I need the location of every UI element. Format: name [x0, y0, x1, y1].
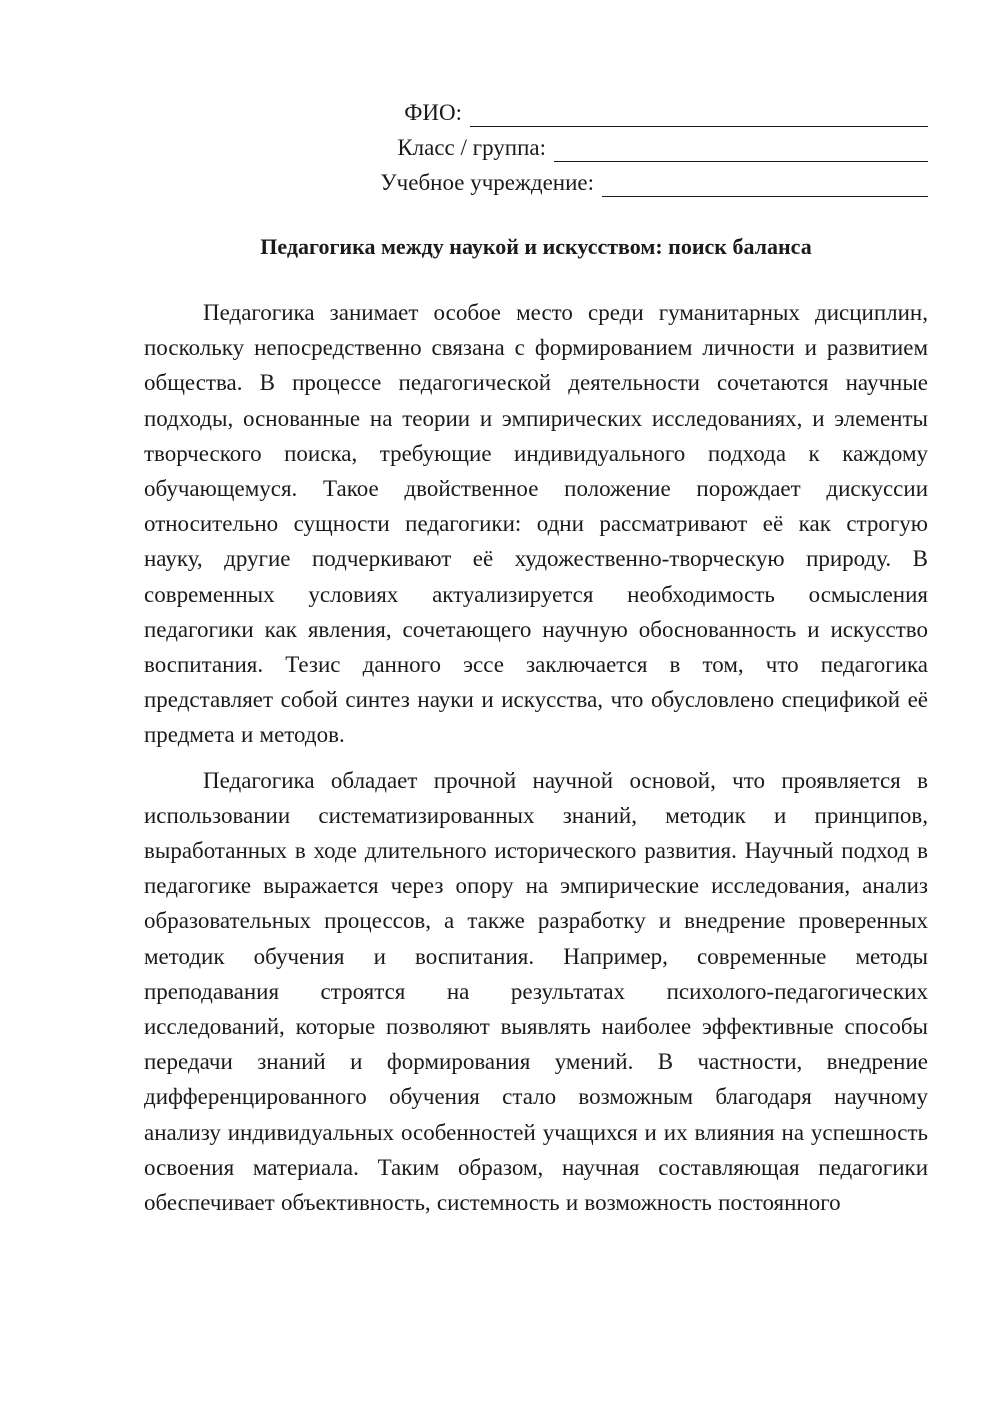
essay-title: Педагогика между наукой и искусством: поиск баланса: [260, 234, 812, 259]
essay-body: [144, 295, 928, 1230]
class-row: [288, 127, 928, 162]
paragraph-1: Педагогика занимает особое место среди гуманитарных дисциплин, поскольку непосредственно связана с формированием личности и развитием общества. В процессе педагогической деятельности сочетаются научные подходы, основанные на теории и эмпирических исследованиях, и элементы творческого поиска, требующие индивидуального подхода к каждому обучающемуся. Такое двойственное положение порождает дискуссии относительно сущности педагогики: одни рассматривают её как строгую науку, другие подчеркивают её художественно-творческую природу. В современных условиях актуализируется необходимость осмысления педагогики как явления, сочетающего научную обоснованность и искусство воспитания. Тезис данного эссе заключается в том, что педагогика представляет собой синтез науки и искусства, что обусловлено спецификой её предмета и методов.: [144, 300, 928, 748]
class-field[interactable]: [554, 135, 928, 162]
fio-row: [288, 92, 928, 127]
institution-row: [288, 162, 928, 197]
class-label: Класс / группа:: [397, 135, 546, 160]
paragraph-2: Педагогика обладает прочной научной основой, что проявляется в использовании систематизированных знаний, методик и принципов, выработанных в ходе длительного исторического развития. Научный подход в педагогике выражается через опору на эмпирические исследования, анализ образовательных процессов, а также разработку и внедрение проверенных методик обучения и воспитания. Например, современные методы преподавания строятся на результатах психолого-педагогических исследований, которые позволяют выявлять наиболее эффективные способы передачи знаний и формирования умений. В частности, внедрение дифференцированного обучения стало возможным благодаря научному анализу индивидуальных особенностей учащихся и их влияния на успешность освоения материала. Таким образом, научная составляющая педагогики обеспечивает объективность, системность и возможность постоянного: [144, 767, 928, 1216]
fio-field[interactable]: [470, 100, 928, 127]
student-info-block: [288, 92, 928, 197]
institution-label: Учебное учреждение:: [380, 170, 594, 195]
fio-label: ФИО:: [404, 100, 462, 125]
institution-field[interactable]: [602, 170, 928, 197]
